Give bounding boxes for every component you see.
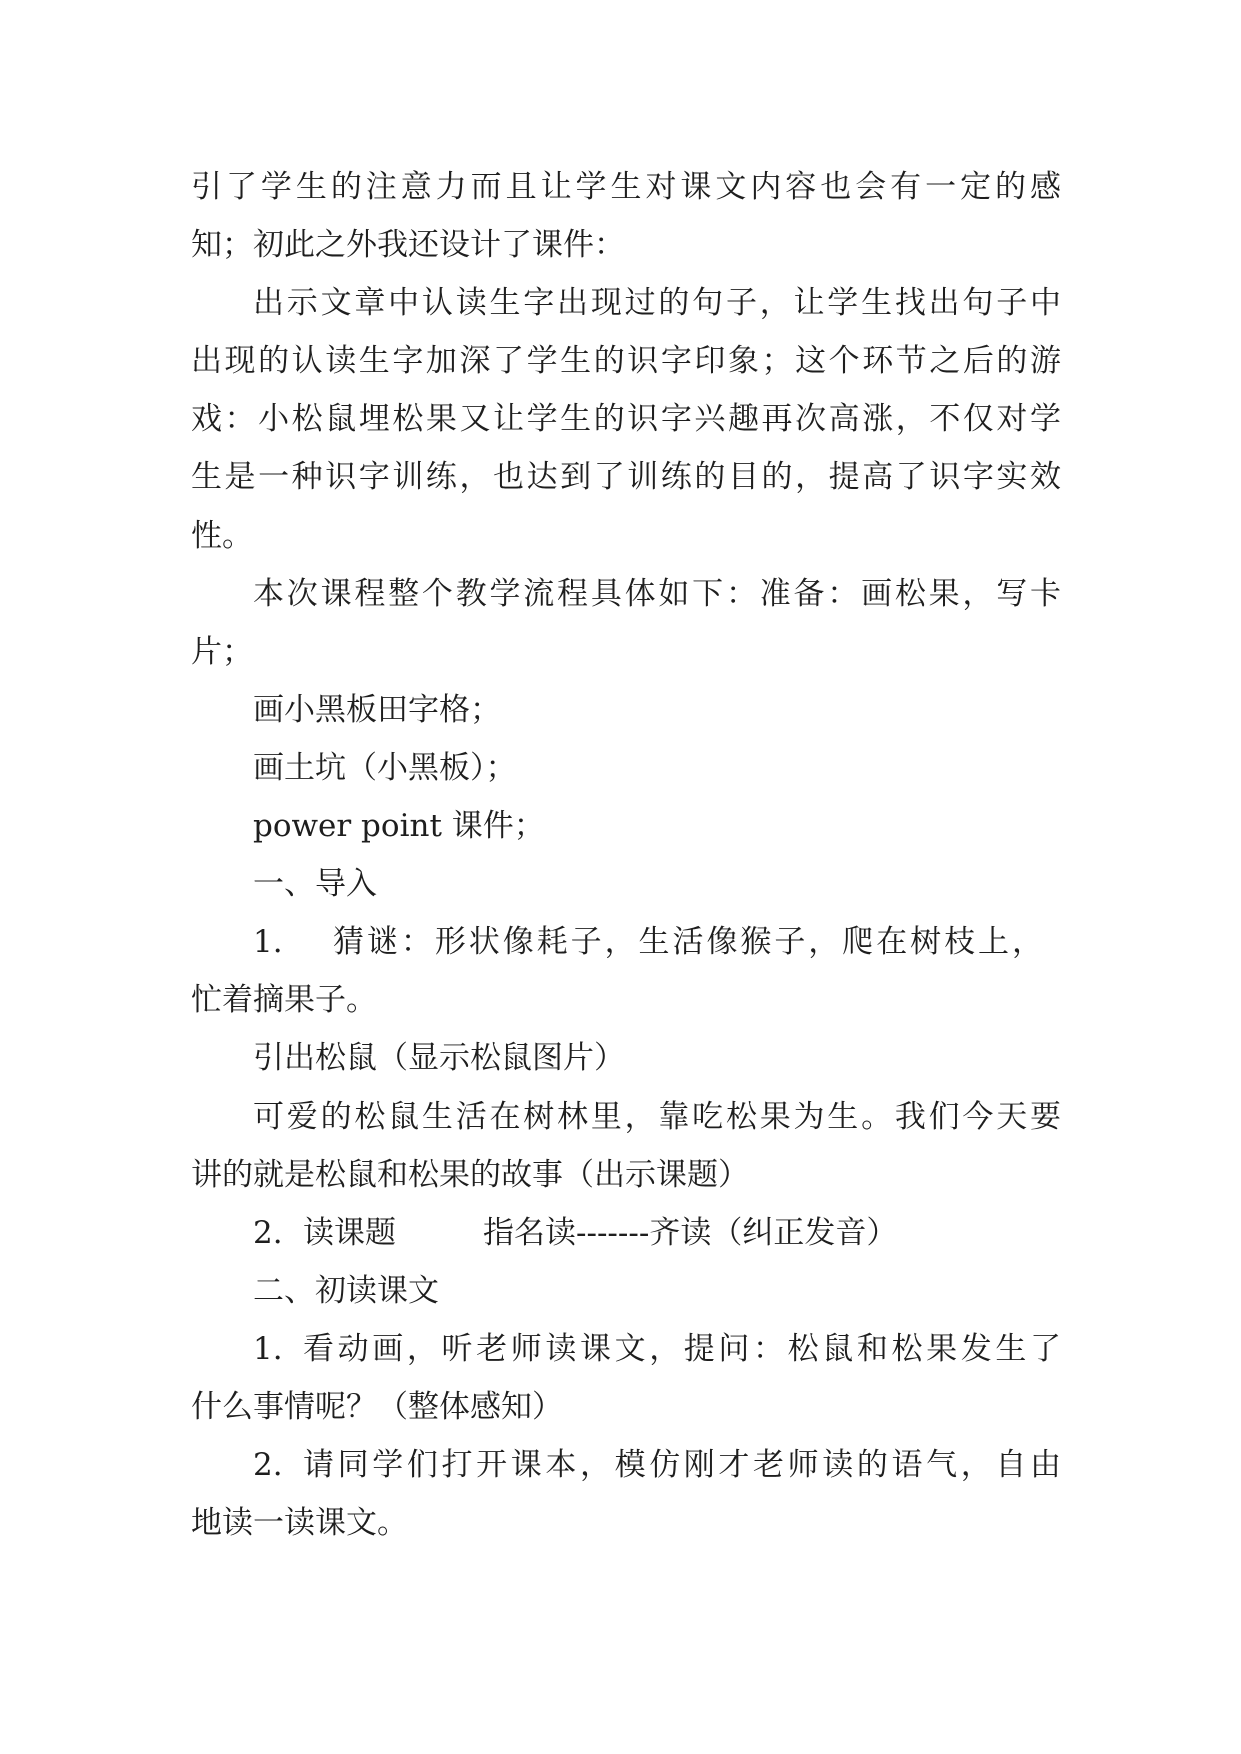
text-line: 什么事情呢？（整体感知） — [191, 1388, 563, 1425]
numbered-item — [191, 1436, 1061, 1494]
text-line: 知；初此之外我还设计了课件： — [191, 227, 625, 264]
item-number: 2. — [253, 1447, 283, 1484]
text-line: 引了学生的注意力而且让学生对课文内容也会有一定的感 — [191, 169, 1061, 205]
text-line: 戏：小松鼠埋松果又让学生的识字兴趣再次高涨，不仅对学 — [191, 401, 1061, 438]
text-line: 讲的就是松鼠和松果的故事（出示课题） — [191, 1156, 749, 1193]
item-text: 请同学们打开课本，模仿刚才老师读的语气，自由 — [303, 1447, 1061, 1484]
item-number: 1. — [253, 1330, 283, 1367]
text-line: 引出松鼠（显示松鼠图片） — [253, 1040, 625, 1077]
item-text: 读课题 — [303, 1214, 396, 1251]
text-line: 地读一读课文。 — [191, 1505, 408, 1542]
text-line: 片； — [191, 633, 253, 670]
item-number: 2. — [253, 1214, 283, 1251]
section-heading: 一、导入 — [253, 866, 377, 903]
item-text: 指名读-------齐读（纠正发音） — [483, 1214, 898, 1251]
document-body — [191, 158, 1061, 1552]
text-line: 忙着摘果子。 — [191, 982, 377, 1019]
item-number: 1. — [253, 924, 283, 961]
numbered-item — [191, 1320, 1061, 1378]
text-line: 画小黑板田字格； — [253, 691, 501, 728]
text-line: 出示文章中认读生字出现过的句子，让学生找出句子中 — [253, 285, 1061, 322]
numbered-item — [191, 913, 1061, 971]
text-line: 画土坑（小黑板）； — [253, 749, 517, 786]
item-text: 猜谜：形状像耗子，生活像猴子，爬在树枝上， — [333, 924, 1043, 961]
text-line: 本次课程整个教学流程具体如下：准备：画松果，写卡 — [253, 575, 1061, 612]
section-heading: 二、初读课文 — [253, 1272, 439, 1309]
text-line: 性。 — [191, 517, 253, 554]
text-line: power point 课件； — [253, 808, 545, 845]
numbered-item — [191, 1204, 1061, 1262]
text-line: 生是一种识字训练，也达到了训练的目的，提高了识字实效 — [191, 459, 1061, 496]
item-text: 看动画，听老师读课文，提问：松鼠和松果发生了 — [303, 1330, 1061, 1367]
text-line: 可爱的松鼠生活在树林里，靠吃松果为生。我们今天要 — [253, 1098, 1061, 1135]
text-line: 出现的认读生字加深了学生的识字印象；这个环节之后的游 — [191, 343, 1061, 380]
